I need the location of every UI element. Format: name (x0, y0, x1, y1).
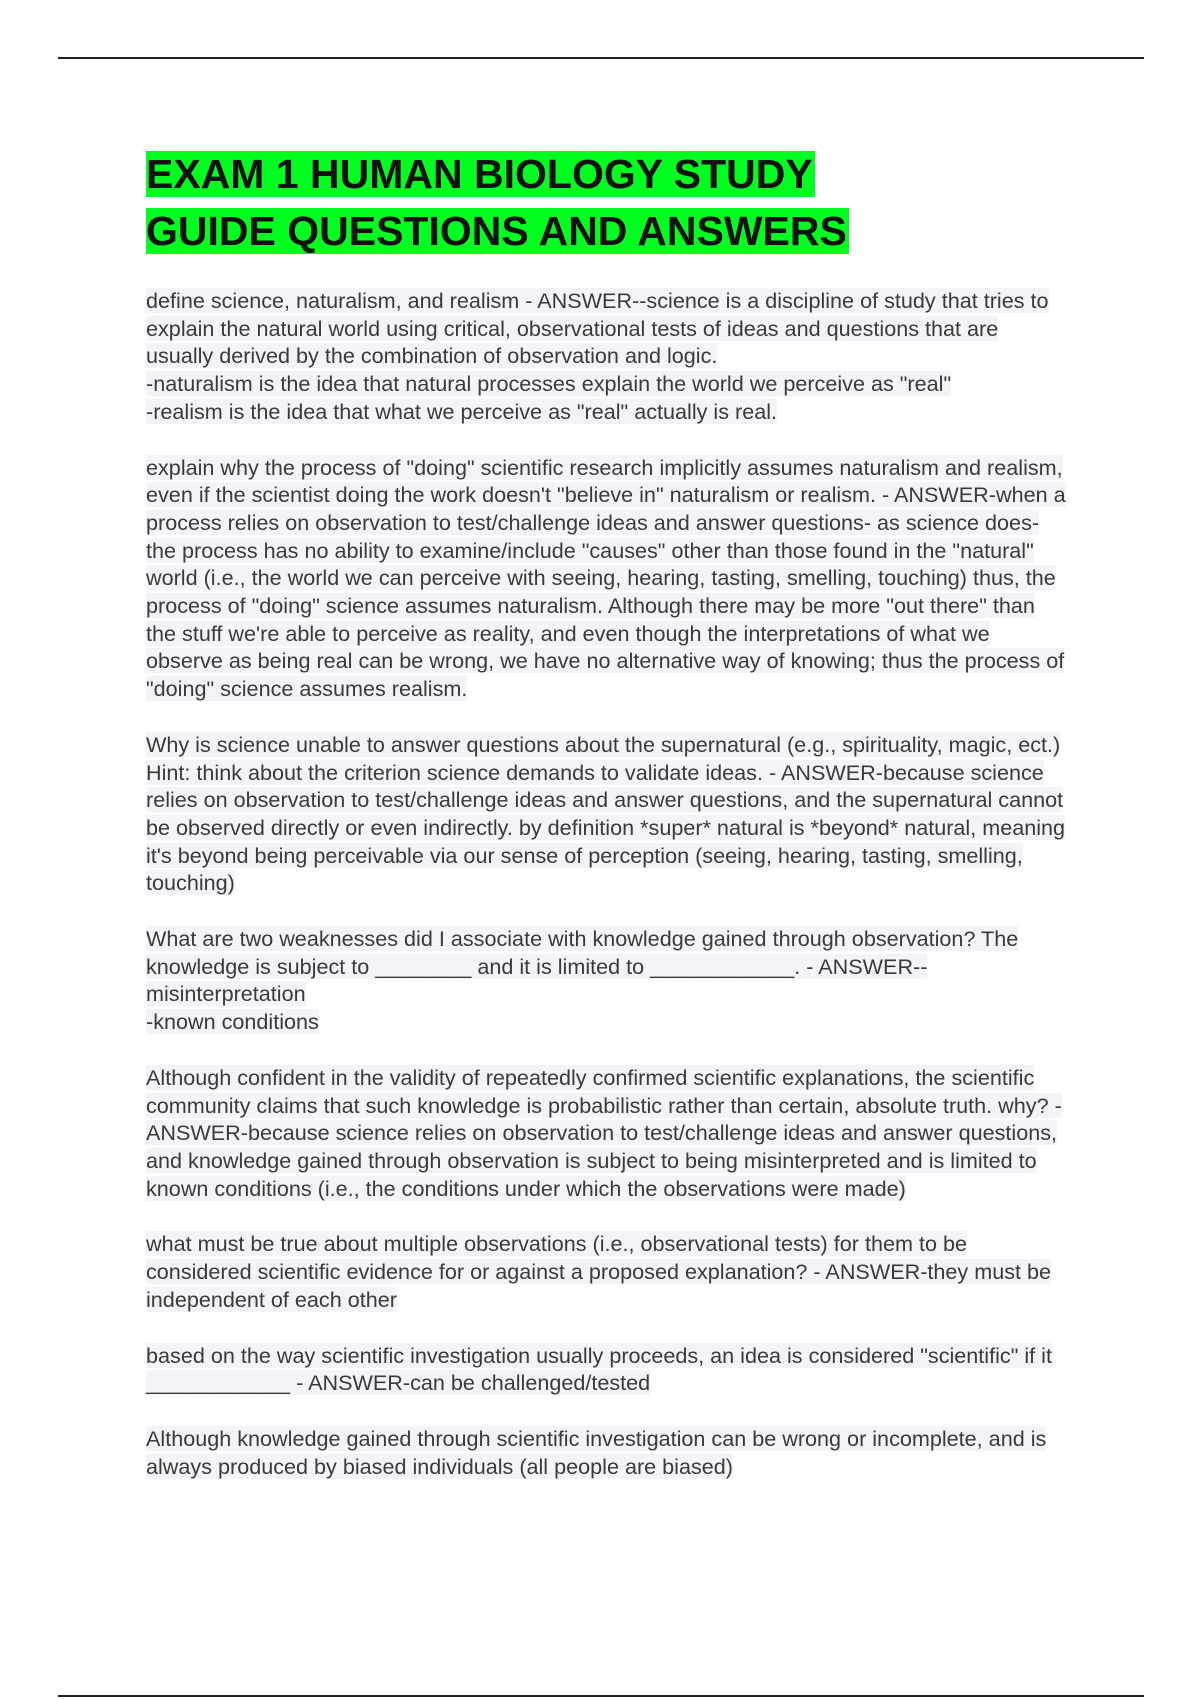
qa-text: define science, naturalism, and realism - ANSWER--science is a discipline of study that tries to explain the natural world using critical, observational tests of ideas and questions that are usually derived by the combination of observation and logic. -naturalism is the idea that natural processes explain the world we perceive as "real" -realism is the idea that what we perceive as "real" actually is real. (146, 288, 1049, 424)
qa-text: what must be true about multiple observations (i.e., observational tests) for them to be considered scientific evidence for or against a proposed explanation? - ANSWER-they must be independent of each other (146, 1231, 1052, 1312)
qa-entry (146, 1230, 1066, 1313)
qa-text: Although knowledge gained through scientific investigation can be wrong or incomplete, and is always produced by biased individuals (all people are biased) (146, 1425, 1047, 1479)
qa-text: based on the way scientific investigation usually proceeds, an idea is considered "scientific" if it ____________ - ANSWER-can be challenged/tested (146, 1342, 1052, 1396)
qa-entry (146, 454, 1066, 703)
qa-text: What are two weaknesses did I associate with knowledge gained through observation? The knowledge is subject to ________ and it is limited to ____________. - ANSWER--misinterpretation -known conditions (146, 926, 1019, 1035)
qa-text: Although confident in the validity of repeatedly confirmed scientific explanations, the scientific community claims that such knowledge is probabilistic rather than certain, absolute truth. why? - ANSWER-because science relies on observation to test/challenge ideas and answer questions, and knowledge gained through observation is subject to being misinterpreted and is limited to known conditions (i.e., the conditions under which the observations were made) (146, 1064, 1062, 1201)
qa-entry (146, 925, 1066, 1036)
title-line-1: EXAM 1 HUMAN BIOLOGY STUDY (146, 151, 813, 197)
title-line-2: GUIDE QUESTIONS AND ANSWERS (146, 208, 847, 254)
qa-entry (146, 287, 1066, 426)
qa-text: Why is science unable to answer questions about the supernatural (e.g., spirituality, magic, ect.) Hint: think about the criterion science demands to validate ideas. - ANSWER-because science relies on observation to test/challenge ideas and answer questions, and the supernatural cannot be observed directly or even indirectly. by definition *super* natural is *beyond* natural, meaning it's beyond being perceivable via our sense of perception (seeing, hearing, tasting, smelling, touching) (146, 731, 1066, 896)
qa-entry (146, 1064, 1066, 1203)
document-title (146, 146, 1066, 260)
footer-rule (58, 1695, 1144, 1697)
qa-text: explain why the process of "doing" scientific research implicitly assumes naturalism and realism, even if the scientist doing the work doesn't "believe in" naturalism or realism. - ANSWER-when a process relies on observation to test/challenge ideas and answer questions- as science does- the process has no ability to examine/include "causes" other than those found in the "natural" world (i.e., the world we can perceive with seeing, hearing, tasting, smelling, touching) thus, the process of "doing" science assumes naturalism. Although there may be more "out there" than the stuff we're able to perceive as reality, and even though the interpretations of what we observe as being real can be wrong, we have no alternative way of knowing; thus the process of "doing" science assumes realism. (146, 454, 1066, 702)
qa-entry (146, 1342, 1066, 1397)
header-rule (58, 57, 1144, 59)
qa-list (146, 287, 1066, 1480)
qa-entry (146, 1425, 1066, 1480)
document-body (146, 146, 1066, 1508)
qa-entry (146, 731, 1066, 897)
